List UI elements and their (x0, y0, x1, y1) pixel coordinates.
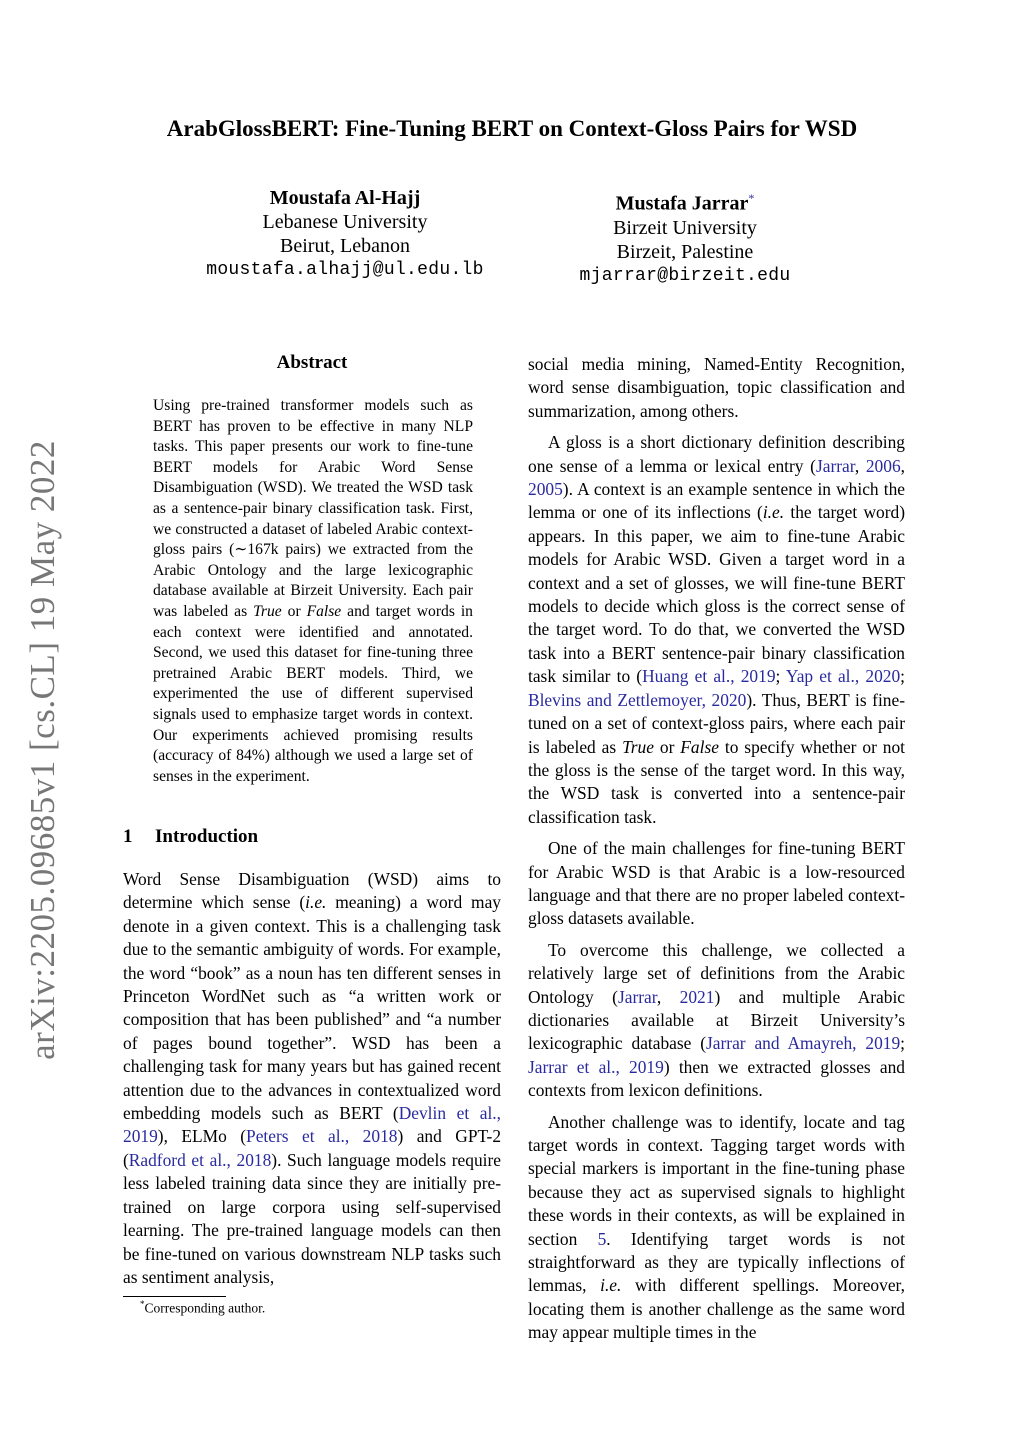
citation-link[interactable]: Huang et al., 2019 (642, 666, 776, 687)
section-number: 1 (123, 826, 133, 847)
text-run: ) and multiple Arabic dictionaries available at Birzeit University’s lexicographic database ( (528, 986, 906, 1054)
text-run-italic: i.e. (305, 892, 327, 913)
corresponding-marker[interactable]: * (748, 191, 755, 205)
math-false: False (680, 736, 719, 757)
intro-left-column (123, 868, 501, 1289)
author-location: Birzeit, Palestine (616, 240, 754, 263)
author-location: Beirut, Lebanon (280, 235, 410, 257)
paragraph-gloss (528, 431, 905, 829)
author-affiliation: Birzeit University (613, 216, 757, 239)
intro-right-column (528, 353, 905, 1345)
citation-link[interactable]: Yap et al., 2020 (785, 666, 901, 687)
abstract-text: or (281, 602, 307, 620)
footnote-text: Corresponding author. (144, 1300, 266, 1316)
arxiv-identifier: arXiv:2205.09685v1 [cs.CL] 19 May 2022 (23, 440, 62, 1060)
text-run: , (656, 986, 680, 1007)
paragraph-continuation: social media mining, Named-Entity Recognition, word sense disambiguation, topic classification and summarization, among others. (528, 354, 905, 421)
math-true: True (253, 602, 282, 620)
author-block-1 (165, 186, 525, 282)
abstract-text: and target words in each context were identified and annotated. Second, we used this dataset for fine-tuning three pretrained Arabic BERT models. Third, we experimented the use of different supervised signals used to emphasize target words in context. Our experiments achieved promising results (accuracy of 84%) although we used a large set of senses in the experiment. (153, 602, 473, 785)
citation-link[interactable]: 2006 (865, 455, 901, 476)
text-run: ) and GPT-2 ( (123, 1126, 502, 1170)
text-run: ; (775, 666, 786, 687)
citation-link[interactable]: Radford et al., 2018 (128, 1149, 272, 1170)
text-run: ). A context is an example sentence in which the lemma or one of its inflections ( (528, 479, 905, 523)
paper-title: ArabGlossBERT: Fine-Tuning BERT on Context-Gloss Pairs for WSD (166, 116, 858, 141)
abstract-heading: Abstract (276, 352, 348, 373)
text-run: or (653, 736, 681, 757)
text-run-italic: i.e. (762, 502, 785, 523)
citation-link[interactable]: Peters et al., 2018 (246, 1126, 398, 1147)
math-false: False (306, 602, 342, 620)
text-run: ; (900, 1033, 905, 1054)
text-run: meaning) a word may denote in a given context. This is a challenging task due to the semantic ambiguity of words. For example, the word “book” as a noun has ten different senses in Princeton WordNet such as “a written work or composition that has been published” and “a number of pages bound together”. WSD has been a challenging task for many years but has gained recent attention due to the advances in contextualized word embedding models such as BERT ( (123, 892, 501, 1124)
author-name: Mustafa Jarrar (615, 192, 749, 215)
text-run: A gloss is a short dictionary definition describing one sense of a lemma or lexical entry ( (528, 432, 905, 476)
author-email[interactable]: moustafa.alhajj@ul.edu.lb (206, 260, 484, 280)
text-run: , (900, 455, 905, 476)
text-run: ). Such language models require less labeled training data since they are initially pre-trained on large corpora using self-supervised learning. The pre-trained language models can then be fine-tuned on various downstream NLP tasks such as sentiment analysis, (123, 1149, 502, 1287)
intro-paragraph (123, 868, 501, 1289)
paragraph-overcome (528, 939, 905, 1103)
text-run: , (854, 455, 866, 476)
text-run: ; (900, 666, 905, 687)
text-run: to specify whether or not the gloss is the sense of the target word. In this way, the WSD task is converted into a sentence-pair classification task. (528, 736, 905, 827)
citation-link[interactable]: Jarrar et al., 2019 (528, 1056, 664, 1077)
paragraph-challenges: One of the main challenges for fine-tuning BERT for Arabic WSD is that Arabic is a low-resourced language and that there are no proper labeled context-gloss datasets available. (528, 838, 905, 929)
citation-link[interactable]: Blevins and Zettlemoyer, 2020 (528, 689, 747, 710)
citation-link[interactable]: Jarrar (815, 455, 855, 476)
math-true: True (622, 736, 654, 757)
footnote-marker: * (140, 1299, 145, 1309)
citation-link[interactable]: Devlin et al., 2019 (123, 1103, 501, 1147)
abstract-body (153, 396, 473, 787)
author-block-2 (505, 186, 865, 288)
footnote-rule (123, 1296, 226, 1297)
text-run: Word Sense Disambiguation (WSD) aims to determine which sense ( (123, 869, 501, 913)
author-name-line (505, 186, 865, 216)
author-email[interactable]: mjarrar@birzeit.edu (579, 265, 791, 286)
section-heading-introduction (123, 826, 258, 848)
text-run: with different spellings. Moreover, locating them is another challenge as the same word may appear multiple times in the (528, 1275, 905, 1343)
text-run-italic: i.e. (600, 1275, 622, 1296)
citation-link[interactable]: 2005 (528, 479, 563, 500)
text-run: ), ELMo ( (157, 1126, 247, 1147)
text-run: ). Thus, BERT is fine-tuned on a set of context-gloss pairs, where each pair is labeled as (528, 689, 905, 757)
author-affiliation: Lebanese University (262, 211, 428, 233)
citation-link[interactable]: Jarrar (617, 986, 657, 1007)
text-run: the target word) appears. In this paper, we aim to fine-tune Arabic models for Arabic WSD. Given a target word in a context and a set of glosses, we will fine-tune BERT models to decide which gloss is the correct sense of the target word. To do that, we converted the WSD task into a BERT sentence-pair binary classification task similar to ( (528, 502, 905, 687)
citation-link[interactable]: Jarrar and Amayreh, 2019 (706, 1033, 901, 1054)
abstract-text: Using pre-trained transformer models such as BERT has proven to be effective in many NLP tasks. This paper presents our work to fine-tune BERT models for Arabic Word Sense Disambiguation (WSD). We treated the WSD task as a sentence-pair binary classification task. First, we constructed a dataset of labeled Arabic context-gloss pairs (∼167k pairs) we extracted from the Arabic Ontology and the large lexicographic database available at Birzeit University. Each pair was labeled as (153, 397, 473, 620)
text-run: ) then we extracted glosses and contexts from lexicon definitions. (528, 1056, 906, 1101)
citation-link[interactable]: 2021 (679, 986, 715, 1007)
text-run: To overcome this challenge, we collected a relatively large set of definitions from the Arabic Ontology ( (528, 939, 905, 1007)
arxiv-sidebar (18, 440, 68, 1060)
section-title: Introduction (155, 826, 259, 847)
text-run: Another challenge was to identify, locate and tag target words in context. Tagging target words with special markers is important in the fine-tuning phase because they act as supervised signals to highlight these words in their contexts, as will be explained in section (528, 1111, 905, 1249)
text-run: . Identifying target words is not straightforward as they are typically inflections of lemmas, (528, 1228, 905, 1296)
footnote (140, 1299, 265, 1317)
section-reference-link[interactable]: 5 (597, 1228, 607, 1249)
paragraph-another-challenge (528, 1111, 905, 1345)
author-name: Moustafa Al-Hajj (269, 187, 421, 209)
